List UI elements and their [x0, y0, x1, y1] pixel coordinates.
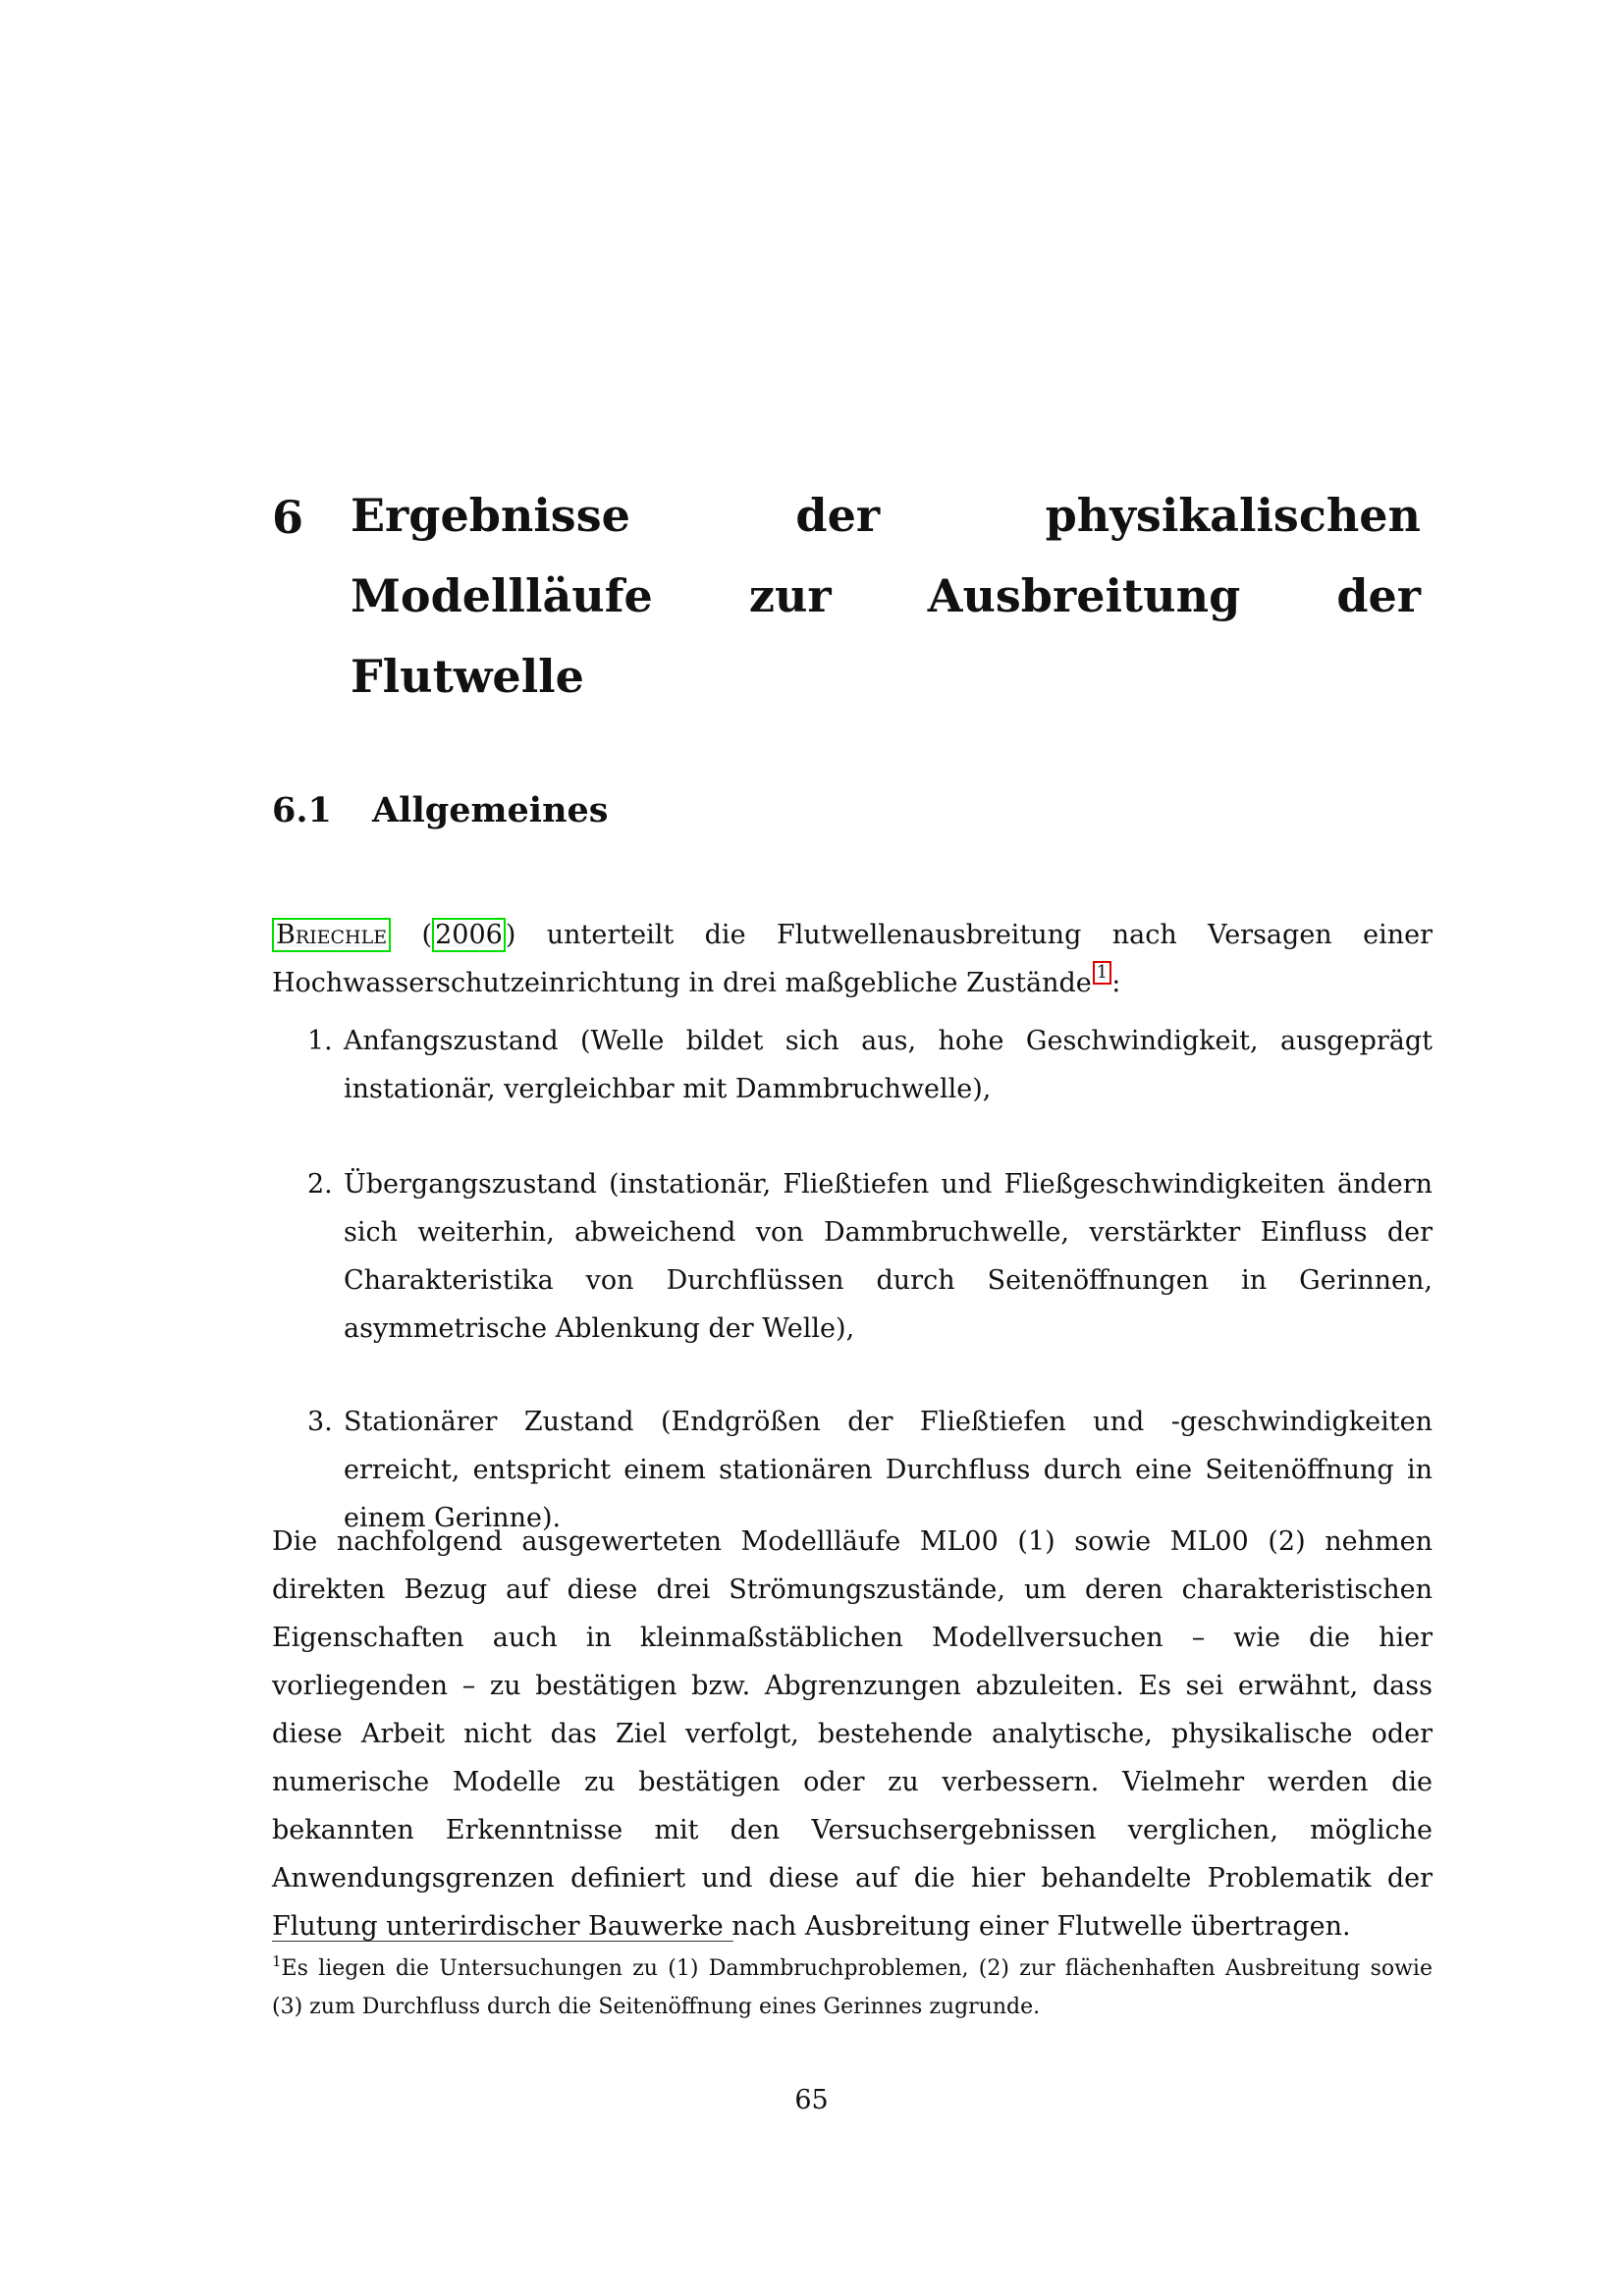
list-item-text: Stationärer Zustand (Endgrößen der Fließtiefen und -geschwindigkeiten erreicht, entspricht einem stationären Durchfluss durch eine Seitenöffnung in einem Gerinne). [344, 1407, 1433, 1533]
intro-tail: : [1111, 968, 1121, 998]
citation-close-paren: ) [505, 920, 516, 950]
section-heading [272, 790, 609, 830]
page-number: 65 [794, 2085, 829, 2115]
citation-author-link[interactable]: Briechle [272, 918, 391, 952]
list-marker: 3. [307, 1407, 333, 1437]
footnote-mark: 1 [272, 1952, 282, 1970]
citation-open-paren: ( [421, 920, 433, 950]
list-marker: 2. [307, 1169, 333, 1200]
footnote-rule [272, 1941, 733, 1942]
section-number: 6.1 [272, 790, 332, 830]
body-paragraph: Die nachfolgend ausgewerteten Modellläufe ML00 (1) sowie ML00 (2) nehmen direkten Bezug auf diese drei Strömungszustände, um deren charakteristischen Eigenschaften auch in kleinmaßstäblichen Modellversuchen – wie die hier vorliegenden – zu bestätigen bzw. Abgrenzungen abzuleiten. Es sei erwähnt, dass diese Arbeit nicht das Ziel verfolgt, bestehende analytische, physikalische oder numerische Modelle zu bestätigen oder zu verbessern. Vielmehr werden die bekannten Erkenntnisse mit den Versuchsergebnissen verglichen, mögliche Anwendungsgrenzen definiert und diese auf die hier behandelte Problematik der Flutung unterirdischer Bauwerke nach Ausbreitung einer Flutwelle übertragen. [272, 1526, 1433, 1942]
citation-year-link[interactable]: 2006 [432, 918, 506, 952]
chapter-number: 6 [272, 491, 304, 544]
footnote-text: Es liegen die Untersuchungen zu (1) Dammbruchproblemen, (2) zur flächenhaften Ausbreitung sowie (3) zum Durchfluss durch die Seitenöffnung eines Gerinnes zugrunde. [272, 1956, 1433, 2019]
list-item-text: Übergangszustand (instationär, Fließtiefen und Fließgeschwindigkeiten ändern sich weiterhin, abweichend von Dammbruchwelle, verstärkter Einfluss der Charakteristika von Durchflüssen durch Seitenöffnungen in Gerinnen, asymmetrische Ablenkung der Welle), [344, 1169, 1433, 1344]
chapter-title: Ergebnisse der physikalischen Modellläufe zur Ausbreitung der Flutwelle [351, 489, 1421, 703]
list-item-text: Anfangszustand (Welle bildet sich aus, hohe Geschwindigkeit, ausgeprägt instationär, vergleichbar mit Dammbruchwelle), [344, 1026, 1433, 1104]
intro-text: unterteilt die Flutwellenausbreitung nach Versagen einer Hochwasserschutzeinrichtung in drei maßgebliche Zustände [272, 920, 1433, 998]
section-title: Allgemeines [372, 790, 609, 830]
list-marker: 1. [307, 1026, 333, 1056]
footnote-ref-link[interactable]: 1 [1093, 961, 1111, 985]
footnote [272, 1949, 1433, 2026]
intro-paragraph [272, 911, 1433, 1007]
